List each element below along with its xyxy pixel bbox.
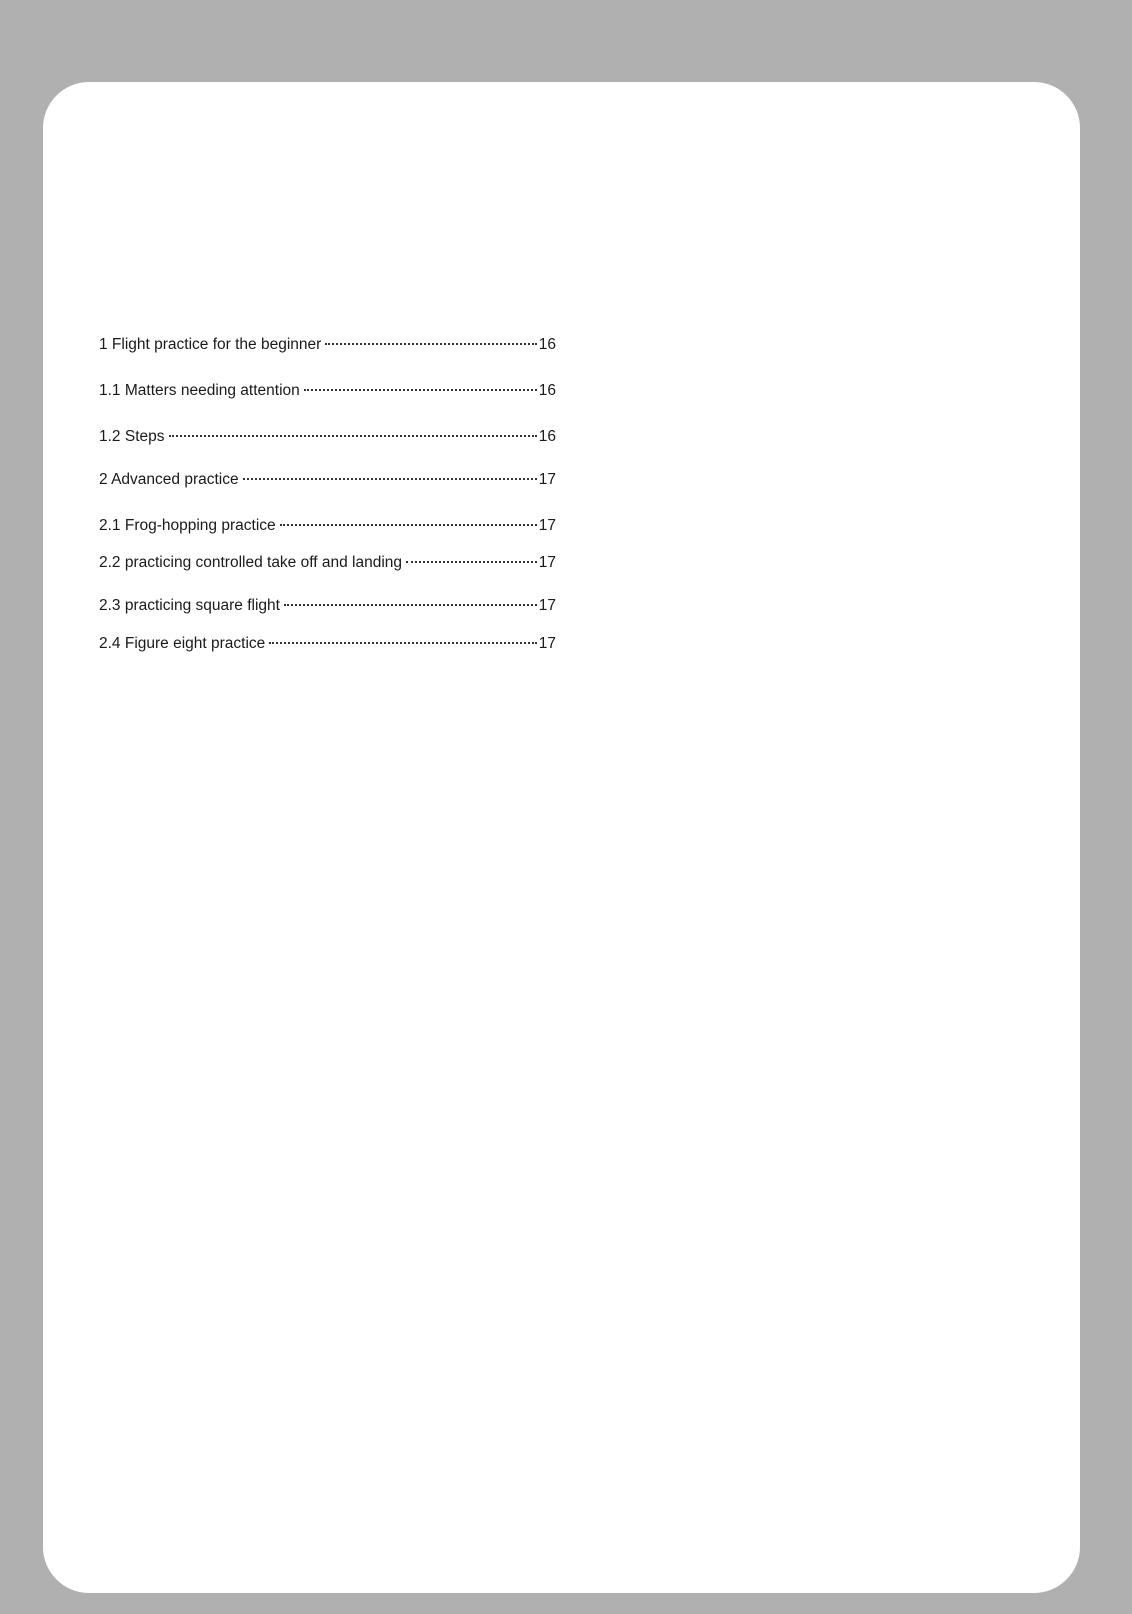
toc-dot-leader [243, 478, 537, 480]
toc-entry[interactable] [99, 634, 556, 654]
toc-entry[interactable] [99, 596, 556, 616]
toc-dot-leader [284, 604, 537, 606]
toc-entry-page: 17 [538, 517, 556, 534]
toc-entry-page: 16 [538, 336, 556, 353]
toc-entry[interactable] [99, 381, 556, 401]
toc-entry[interactable] [99, 553, 556, 573]
toc-entry-page: 17 [538, 597, 556, 614]
toc-dot-leader [325, 343, 536, 345]
toc-entry-title: 2.2 practicing controlled take off and landing [99, 554, 403, 571]
toc-entry-page: 17 [538, 635, 556, 652]
toc-entry-title: 1.2 Steps [99, 428, 165, 445]
toc-entry-page: 16 [538, 382, 556, 399]
toc-dot-leader [169, 435, 537, 437]
toc-entry-title: 1 Flight practice for the beginner [99, 336, 322, 353]
toc-entry[interactable] [99, 516, 556, 536]
toc-dot-leader [280, 524, 537, 526]
toc-entry[interactable] [99, 427, 556, 447]
toc-entry-page: 16 [538, 428, 556, 445]
toc-entry-title: 2.1 Frog-hopping practice [99, 517, 276, 534]
toc-dot-leader [269, 642, 536, 644]
toc-entry-title: 2 Advanced practice [99, 471, 239, 488]
toc-dot-leader [406, 561, 537, 563]
toc-entry-page: 17 [538, 471, 556, 488]
toc-entry-page: 17 [538, 554, 556, 571]
toc-entry-title: 2.4 Figure eight practice [99, 635, 266, 652]
toc-entry[interactable] [99, 470, 556, 490]
table-of-contents [43, 82, 1080, 1593]
document-page [43, 82, 1080, 1593]
toc-entry-title: 2.3 practicing square flight [99, 597, 280, 614]
toc-dot-leader [304, 389, 537, 391]
toc-entry-title: 1.1 Matters needing attention [99, 382, 300, 399]
toc-entry[interactable] [99, 335, 556, 355]
